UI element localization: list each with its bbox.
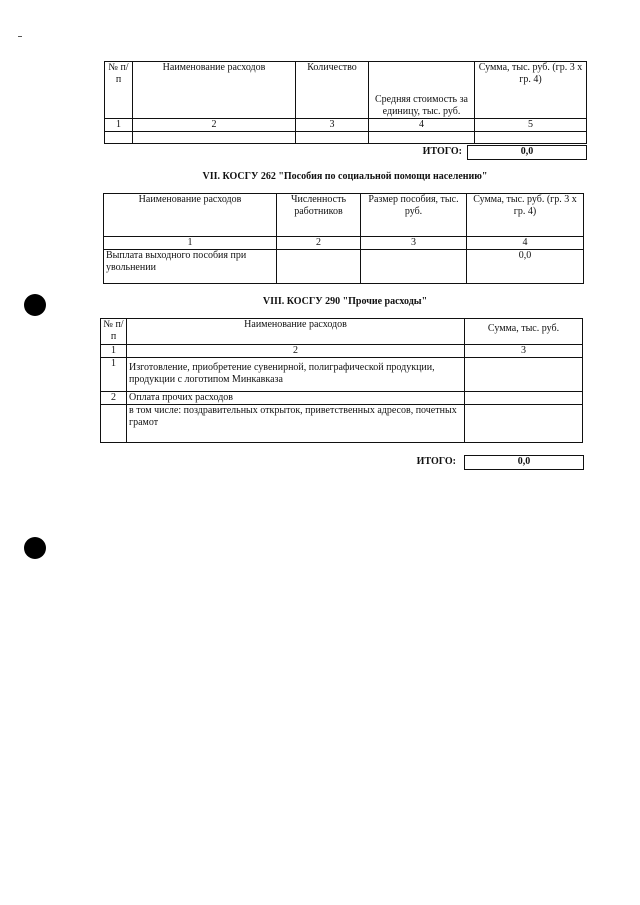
column-number: 4 <box>467 237 584 250</box>
column-number: 3 <box>465 345 583 358</box>
header-expense-name: Наименование расходов <box>104 194 277 237</box>
column-number: 1 <box>101 345 127 358</box>
empty-cell <box>465 358 583 392</box>
scan-mark <box>18 36 22 37</box>
cards-row-name: в том числе: поздравительных открыток, приветственных адресов, почетных грамот <box>127 405 465 443</box>
column-number: 3 <box>296 119 369 132</box>
empty-cell <box>277 250 361 284</box>
punch-hole-top <box>24 294 46 316</box>
punch-hole-bottom <box>24 537 46 559</box>
severance-row-sum: 0,0 <box>467 250 584 284</box>
header-expense-name: Наименование расходов <box>133 62 296 119</box>
other-payments-row-name: Оплата прочих расходов <box>127 392 465 405</box>
empty-cell <box>296 132 369 144</box>
total-label-2: ИТОГО: <box>416 456 456 467</box>
empty-cell <box>369 132 475 144</box>
header-expense-name: Наименование расходов <box>127 319 465 345</box>
header-number: № п/п <box>105 62 133 119</box>
other-expenses-table <box>100 318 583 443</box>
column-number: 4 <box>369 119 475 132</box>
column-number: 5 <box>475 119 587 132</box>
row-number <box>101 405 127 443</box>
empty-cell <box>133 132 296 144</box>
header-benefit-amount: Размер пособия, тыс. руб. <box>361 194 467 237</box>
column-number: 1 <box>105 119 133 132</box>
empty-cell <box>475 132 587 144</box>
header-employee-count: Численность работников <box>277 194 361 237</box>
column-number: 1 <box>104 237 277 250</box>
empty-cell <box>465 405 583 443</box>
empty-cell <box>361 250 467 284</box>
column-number: 2 <box>133 119 296 132</box>
row-number: 1 <box>101 358 127 392</box>
section-8-title: VIII. КОСГУ 290 "Прочие расходы" <box>262 296 428 307</box>
total-value-1: 0,0 <box>467 145 587 160</box>
expenses-table-1 <box>104 61 587 144</box>
empty-cell <box>465 392 583 405</box>
section-7-title: VII. КОСГУ 262 "Пособия по социальной помощи населению" <box>202 171 488 182</box>
benefits-table <box>103 193 584 284</box>
header-sum: Сумма, тыс. руб. (гр. 3 х гр. 4) <box>475 62 587 119</box>
header-quantity: Количество <box>296 62 369 119</box>
column-number: 3 <box>361 237 467 250</box>
header-unit-cost: Средняя стоимость за единицу, тыс. руб. <box>369 62 475 119</box>
header-number: № п/п <box>101 319 127 345</box>
total-value-2: 0,0 <box>464 455 584 470</box>
severance-row-name: Выплата выходного пособия при увольнении <box>104 250 277 284</box>
header-sum: Сумма, тыс. руб. (гр. 3 х гр. 4) <box>467 194 584 237</box>
column-number: 2 <box>277 237 361 250</box>
total-label-1: ИТОГО: <box>422 146 462 157</box>
header-sum: Сумма, тыс. руб. <box>465 319 583 345</box>
souvenir-row-name: Изготовление, приобретение сувенирной, полиграфической продукции, продукции с логотипом Минкавказа <box>127 358 465 392</box>
row-number: 2 <box>101 392 127 405</box>
empty-cell <box>105 132 133 144</box>
column-number: 2 <box>127 345 465 358</box>
